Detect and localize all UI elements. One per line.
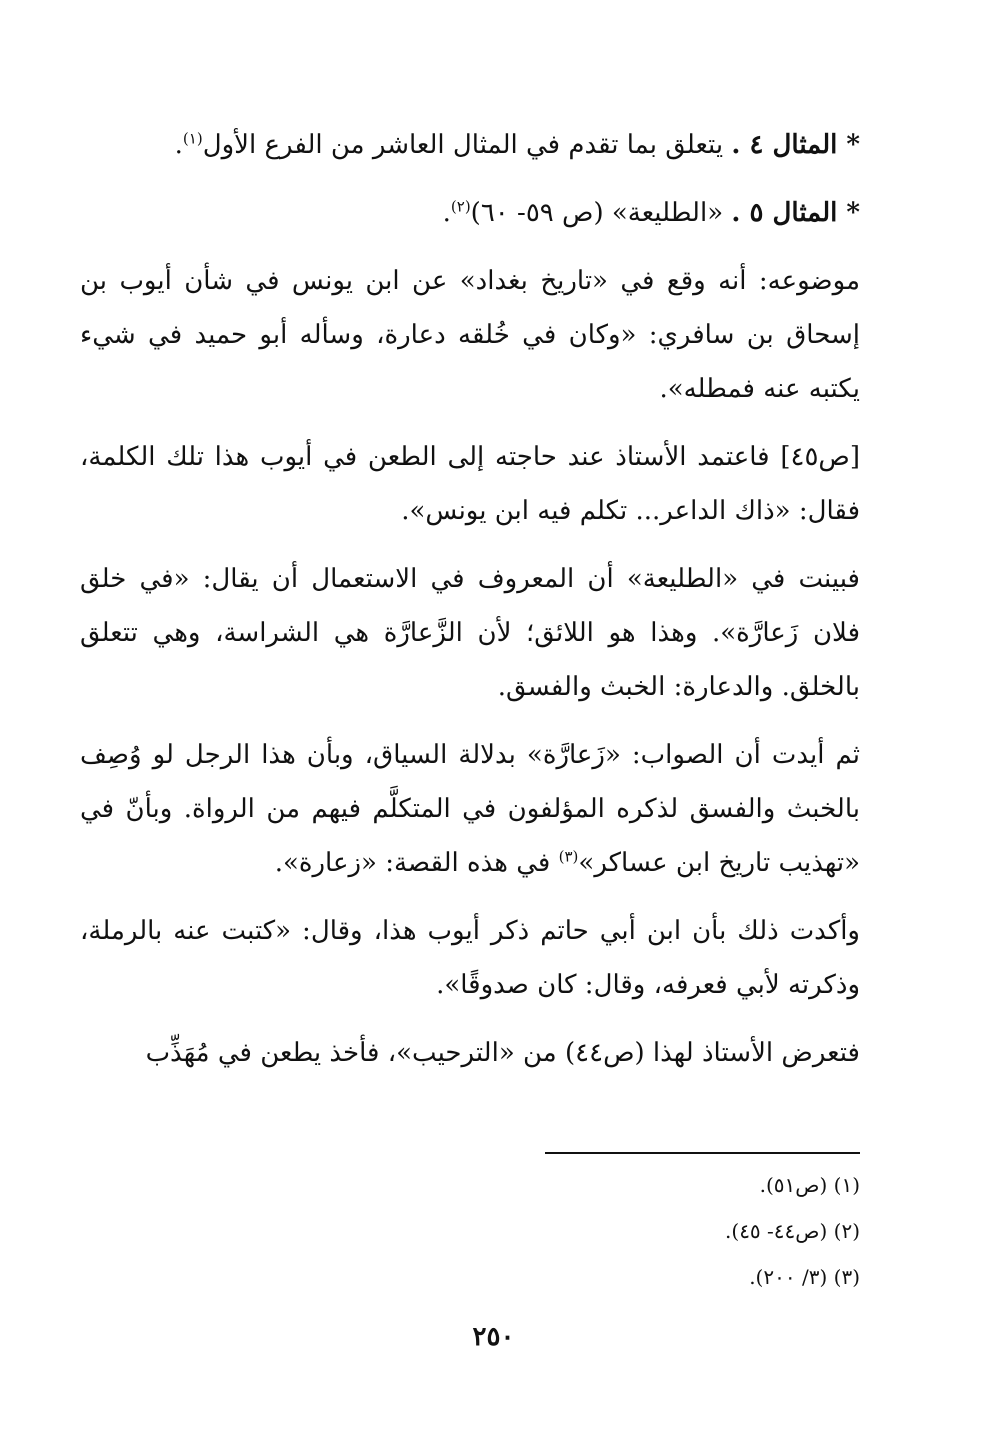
example-4-label: * المثال ٤ . (731, 130, 860, 160)
example-5-text: «الطليعة» (ص ٥٩- ٦٠) (470, 198, 732, 228)
paragraph-subject: موضوعه: أنه وقع في «تاريخ بغداد» عن ابن يونس في شأن أيوب بن إسحاق بن سافري: «وكان في خُلقه دعارة، وسأله أبو حميد في شيء يكتبه عنه فمطله». (80, 266, 860, 404)
page-number: ٢٥٠ (472, 1322, 515, 1352)
footnote-1: (١) (ص٥١). (759, 1173, 860, 1197)
example-5-tail: . (442, 198, 451, 228)
page-body (80, 118, 860, 1094)
example-5 (80, 186, 860, 240)
paragraph-taliah-explanation: فبينت في «الطليعة» أن المعروف في الاستعمال أن يقال: «في خلق فلان زَعارَّة». وهذا هو اللائق؛ لأن الزَّعارَّة هي الشراسة، وهي تتعلق بالخلق. والدعارة: الخبث والفسق. (80, 564, 860, 702)
paragraph-tarheeb: فتعرض الأستاذ لهذا (ص٤٤) من «الترحيب»، فأخذ يطعن في مُهَذِّب (145, 1038, 860, 1068)
footnote-ref-2[interactable]: (٢) (450, 197, 471, 216)
paragraph-correct-reading (80, 728, 860, 890)
footnote-ref-1[interactable]: (١) (182, 129, 203, 148)
example-4-tail: . (174, 130, 183, 160)
example-5-label: * المثال ٥ . (731, 198, 860, 228)
footnote-3: (٣) (٣/ ٢٠٠). (749, 1265, 860, 1289)
footnote-ref-3[interactable]: (٣) (558, 847, 579, 866)
footnote-2: (٢) (ص٤٤- ٤٥). (725, 1219, 860, 1243)
example-4 (80, 118, 860, 172)
paragraph-correct-reading-text: ثم أيدت أن الصواب: «زَعارَّة» بدلالة السياق، وبأن هذا الرجل لو وُصِف بالخبث والفسق لذكره المؤلفون في المتكلَّم فيهم من الرواة. وبأنّ في «تهذيب تاريخ ابن عساكر» (80, 740, 860, 878)
footnotes (540, 1162, 860, 1300)
example-4-text: يتعلق بما تقدم في المثال العاشر من الفرع الأول (202, 130, 732, 160)
paragraph-ustadh-reliance: [ص٤٥] فاعتمد الأستاذ عند حاجته إلى الطعن في أيوب هذا تلك الكلمة، فقال: «ذاك الداعر... تكلم فيه ابن يونس». (80, 442, 860, 526)
paragraph-ibn-abi-hatim: وأكدت ذلك بأن ابن أبي حاتم ذكر أيوب هذا، وقال: «كتبت عنه بالرملة، وذكرته لأبي فعرفه، وقال: كان صدوقًا». (80, 916, 860, 1000)
paragraph-correct-reading-tail: في هذه القصة: «زعارة». (274, 848, 559, 878)
footnote-divider (545, 1152, 860, 1154)
